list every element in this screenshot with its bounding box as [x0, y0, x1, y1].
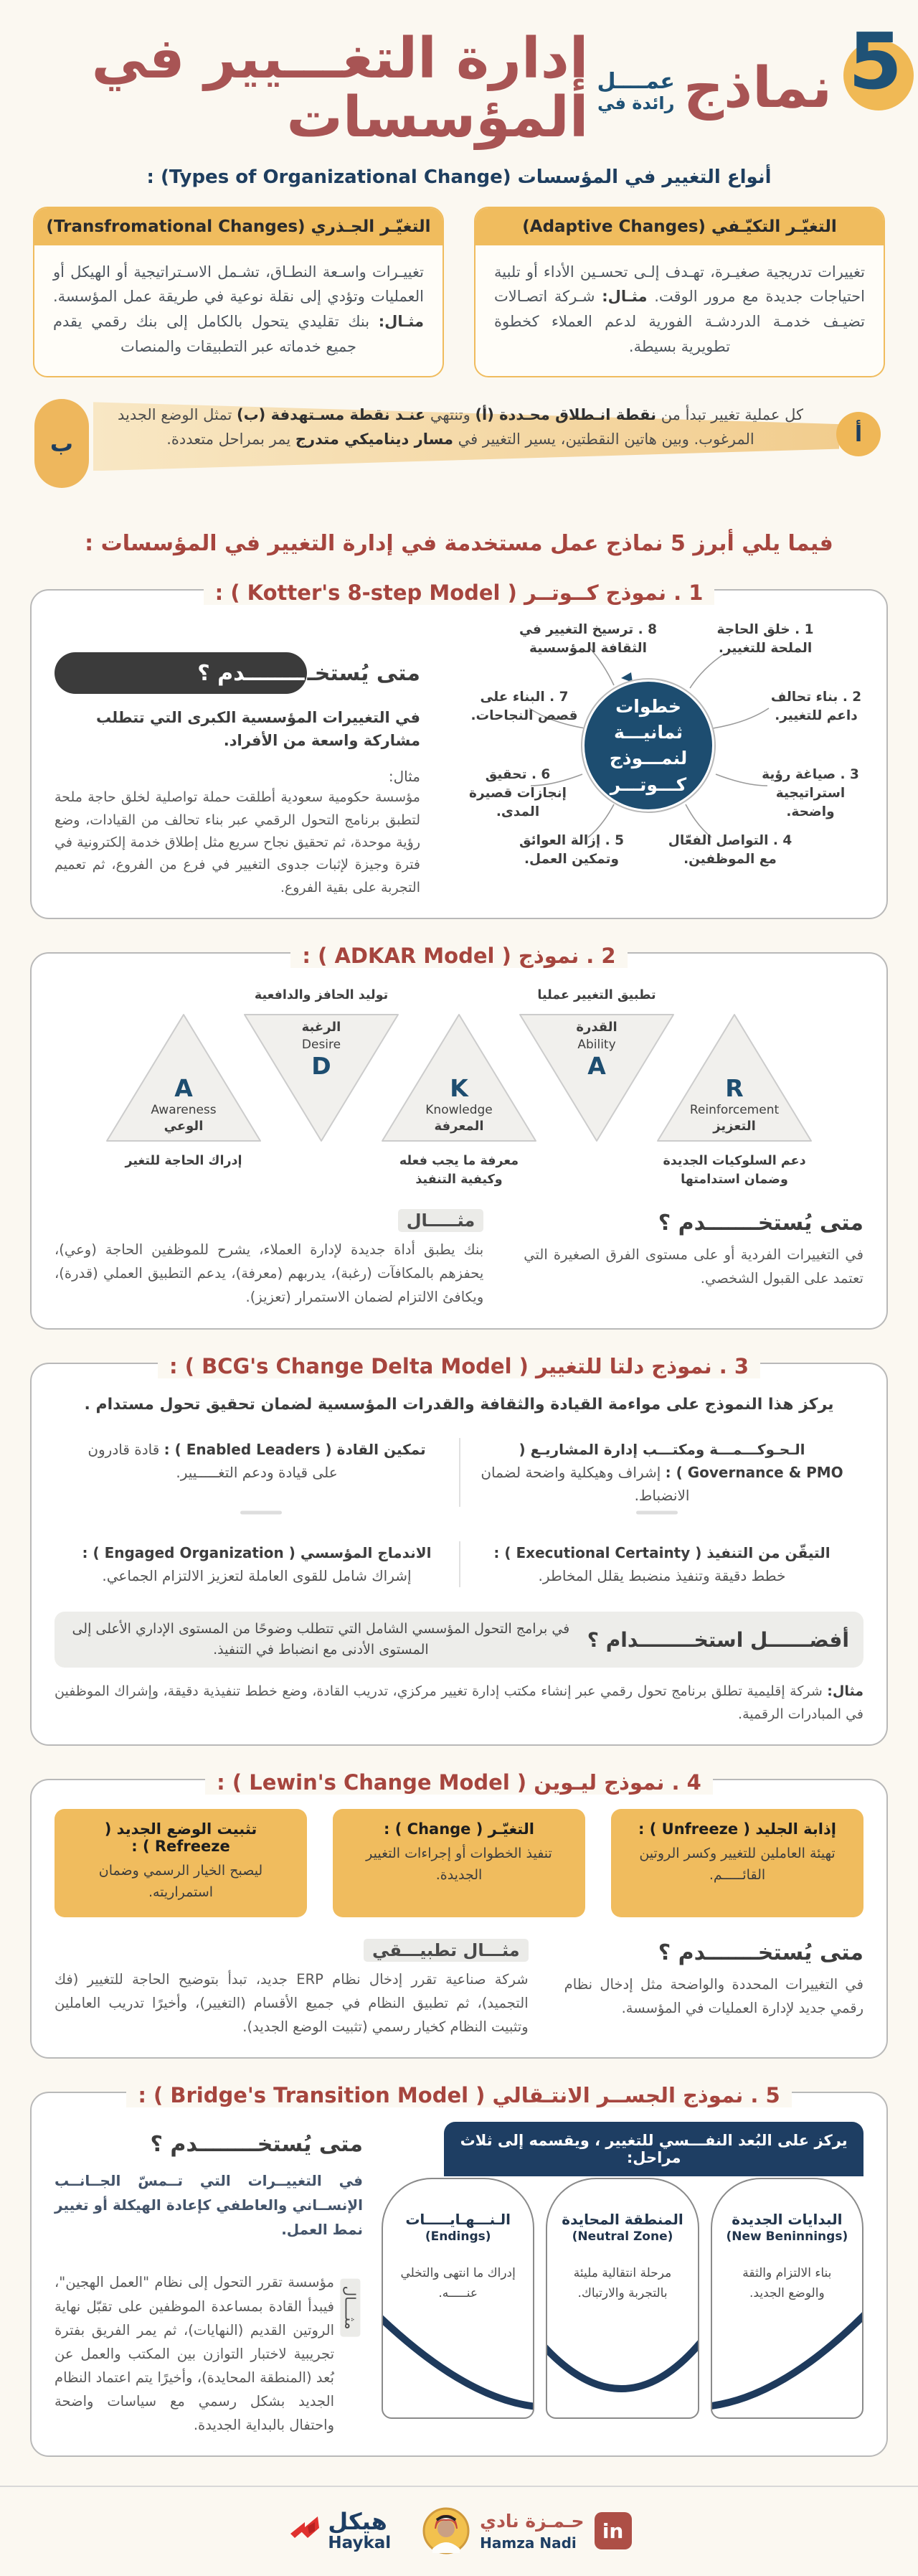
adkar-cap-reinforcement: دعم السلوكيات الجديدة وضمان استدامتها: [663, 1154, 806, 1187]
adkar-letter-k: K: [450, 1074, 468, 1103]
bcg-executional-tail: خطط دقيقة وتنفيذ منضبط يقلل المخاطر.: [538, 1566, 786, 1584]
when-label-outside: متى يُستخـ: [307, 660, 420, 686]
bridge-when-text: في التغييــرات التي تــمسّ الجــانــب الإنســاني والعاطفي كإعادة الهيكلة أو تغيير نمط العمل.: [55, 2172, 363, 2239]
adkar-letter-r: R: [725, 1074, 744, 1103]
bridge-col-neutral-zone: [546, 2178, 699, 2419]
adaptive-example-text: شـركة اتصـالات تضيـف خدمـة الدردشـة الفورية لدعم العملاء كخطوة تطويرية بسيطة.: [494, 288, 865, 355]
bcg-engaged-tail: إشراك شامل للقوى العاملة لتعزيز الالتزام الجماعي.: [102, 1566, 412, 1584]
adkar-top-labels: [55, 987, 863, 1005]
models-intro-heading: فيما يلي أبرز 5 نماذج عمل مستخدمة في إدارة التغيير في المؤسسات :: [85, 531, 833, 557]
adkar-letter-a-awareness: A: [174, 1074, 193, 1103]
adkar-ar-reinforcement: التعزيز: [713, 1119, 756, 1134]
lewin-stage-boxes: [55, 1809, 863, 1917]
adkar-cap-awareness: إدراك الحاجة للتغير: [125, 1154, 242, 1169]
page-title: [0, 27, 832, 150]
header: [0, 0, 918, 148]
bridge-title: 5 . نموذج الجســر الانتـقالي ( Bridge's Transition Model ) :: [126, 2083, 791, 2107]
adkar-example-label: مثـــــال: [398, 1209, 484, 1232]
lewin-change-text: تنفيذ الخطوات أو إجراءات التغيير الجديدة.: [366, 1846, 552, 1883]
point-b-badge: ب: [34, 399, 89, 488]
kotter-step-3: 3 . صياغة رؤية استراتيجية واضحة.: [762, 767, 859, 820]
number-5-badge: [832, 16, 918, 123]
kotter-step-8: 8 . ترسيخ التغيير في الثقافة المؤسسية: [519, 622, 657, 657]
slot: [103, 987, 265, 1005]
divider-dash-icon: [636, 1510, 678, 1514]
lewin-change-title: التغيّـر ( Change ) :: [384, 1820, 534, 1838]
adkar-letter-a-ability: A: [587, 1051, 606, 1080]
neutral-zone-text: مرحلة انتقالية مليئة بالتجربة والارتباك.: [573, 2266, 672, 2300]
bcg-item-enabled-leaders: [55, 1438, 459, 1507]
transformational-example-text: بنك تقليدي يتحول بالكامل إلى بنك رقمي يقدم جميع خدماته عبر التطبيقات والمنصات: [53, 313, 379, 355]
kotter-step-7: 7 . البناء على قصص النجاحات.: [470, 690, 578, 724]
title-blue-bottom: رائدة في: [597, 93, 675, 114]
lewin-when-block: [564, 1940, 863, 2039]
transition-curve-icon: [383, 2310, 533, 2417]
bcg-bestuse-bar: [55, 1612, 863, 1668]
haykal-mark-icon: [286, 2512, 323, 2549]
kotter-step-5: 5 . إزالة العوائق وتمكين العمل.: [519, 833, 624, 868]
ab-note-bold3: مسار ديناميكي متدرج: [295, 430, 453, 448]
kotter-title: 1 . نموذج كــوتــر ( Kotter's 8-step Model ) :: [204, 580, 715, 605]
transition-curve-icon: [712, 2310, 862, 2417]
lewin-unfreeze-box: [611, 1809, 863, 1917]
bcg-enabled-tail: قادة قادرون على قيادة ودعم التغـــــيير.: [87, 1440, 338, 1481]
bcg-bestuse-heading: أفضــــــل استخــــــــدام ؟: [587, 1627, 849, 1652]
section-kotter: [30, 580, 888, 919]
lewin-example-label: مثـــال تطبيـــقي: [364, 1939, 529, 1962]
lewin-example-block: [55, 1940, 529, 2039]
author-name-ar: حـمـزة نادي: [480, 2511, 585, 2532]
bcg-engaged-head: الاندماج المؤسسي ( Engaged Organization ) :: [82, 1543, 432, 1561]
ab-note-part2: وتنتهي: [425, 406, 475, 424]
ab-note-bold2: عنـد نقطة مسـتهدفة (ب): [236, 406, 426, 424]
lewin-refreeze-box: [55, 1809, 307, 1917]
haykal-name-ar: هيكل: [328, 2508, 387, 2536]
endings-title-ar: الـنـــهـايـــــات: [405, 2211, 511, 2229]
bcg-example: [55, 1680, 863, 1726]
kotter-step-6: 6 . تحقيق إنجازات قصيرة المدى.: [469, 767, 567, 820]
transformational-change-body: [34, 245, 443, 377]
bcg-example-label: مثال:: [827, 1683, 863, 1700]
endings-title-en: (Endings): [425, 2229, 491, 2244]
kotter-when-heading: [55, 652, 420, 694]
bcg-items-grid: [55, 1438, 863, 1587]
subtitle: أنواع التغيير في المؤسسات (Types of Organizational Change) :: [146, 166, 772, 188]
adkar-en-knowledge: Knowledge: [425, 1103, 493, 1118]
bcg-item-executional-certainty: [459, 1541, 863, 1587]
lewin-example-text: شركة صناعية تقرر إدخال نظام ERP جديد، تبدأ بتوضيح الحاجة للتغيير (فك التجميد)، ثم تطبيق النظام في جميع الأقسام (التغيير)، وأخيرًا تدريب العاملين وتثبيت النظام كخيار رسمي (تثبيت الوضع الجديد).: [55, 1971, 529, 2036]
adkar-example-block: [55, 1211, 483, 1309]
adkar-en-reinforcement: Reinforcement: [689, 1103, 780, 1118]
number-5: 5: [848, 17, 902, 107]
footer: [0, 2486, 918, 2576]
lewin-card: [30, 1779, 888, 2059]
kotter-step-4: 4 . التواصل الفعّال مع الموظفين.: [668, 833, 792, 868]
linkedin-icon[interactable]: in: [595, 2512, 632, 2549]
kotter-step-2: 2 . بناء تحالف داعم للتغيير.: [770, 690, 862, 724]
lewin-when-heading: متى يُستخـــــــدم ؟: [658, 1940, 863, 1966]
new-beginnings-title-ar: البدايات الجديدة: [732, 2211, 843, 2229]
lewin-unfreeze-title: إذابة الجليد ( Unfreeze ) :: [638, 1820, 836, 1838]
bcg-item-governance: [459, 1438, 863, 1507]
point-a-badge: أ: [836, 412, 881, 456]
bcg-card: [30, 1363, 888, 1747]
transformational-example-label: مثـال:: [378, 313, 424, 331]
adkar-when-text: في التغييرات الفردية أو على مستوى الفرق الصغيرة التي تعتمد على القبول الشخصي.: [524, 1246, 863, 1287]
change-type-cards: [0, 207, 918, 378]
kotter-when-text: في التغييرات المؤسسية الكبرى التي تتطلب مشاركة واسعة من الأفراد.: [95, 709, 420, 749]
new-beginnings-text: بناء الالتزام والثقة والوضع الجديد.: [742, 2266, 832, 2300]
title-stack: [597, 64, 674, 114]
kotter-example-text: مؤسسة حكومية سعودية أطلقت حملة تواصلية لخلق حاجة ملحة لتطبق برنامج التحول الرقمي عبر بناء تحالف من القيادات، وضع رؤية موحدة، ثم تحقيق نجاح سريع مثل إطلاق خدمة إلكترونية في فترة وجيزة لإثبات جدوى التغيير في فرع من الفروع، ثم تعميم التجربة على بقية الفروع.: [55, 789, 420, 896]
adaptive-change-title: التغيّـر التكيّـفي (Adaptive Changes): [475, 208, 884, 245]
lewin-refreeze-text: ليصبح الخيار الرسمي وضمان استمراريته.: [98, 1863, 263, 1900]
lewin-title: 4 . نموذج ليـوين ( Lewin's Change Model ) :: [205, 1770, 713, 1795]
lewin-when-text: في التغييرات المحددة والواضحة مثل إدخال نظام رقمي جديد لإدارة العمليات في المؤسسة.: [564, 1976, 863, 2017]
ab-note-part4: يمر بمراحل متعددة.: [166, 430, 295, 448]
bridge-example-text: مؤسسة تقرر التحول إلى نظام "العمل الهجين"، فيبدأ القادة بمساعدة الموظفين على تقبّل نهاية الروتين القديم (النهايات)، ثم يمر الفريق بفترة تجريبية لاختبار التوازن بين المكتب والعمل عن بُعد (المنطقة المحايدة)، وأخيرًا يتم اعتماد النظام الجديد بشكل رسمي مع سياسات واضحة واحتفال بالبداية الجديدة.: [55, 2274, 334, 2434]
bcg-enabled-head: تمكين القادة ( Enabled Leaders ) :: [164, 1440, 426, 1458]
bridge-example-label: مثــــال: [340, 2279, 360, 2337]
adkar-en-awareness: Awareness: [151, 1103, 217, 1118]
neutral-zone-title-en: (Neutral Zone): [572, 2229, 673, 2244]
adkar-ar-desire: الرغبة: [301, 1020, 341, 1035]
transformational-body-text: تغييـرات واسـعة النطـاق، تشـمل الاسـتراتيجية أو الهيكل أو العمليات وتؤدي إلى نقلة نوعية في طريقة عمل المؤسسة.: [53, 263, 424, 306]
adaptive-change-body: [475, 245, 884, 377]
bcg-item-engaged-organization: [55, 1541, 459, 1587]
adkar-triangles: [55, 1010, 863, 1145]
adaptive-example-label: مثـال:: [602, 288, 648, 306]
section-bridge: [30, 2083, 888, 2457]
ab-note-part1: كل عملية تغيير تبدأ من: [656, 406, 804, 424]
adkar-ability-label: تطبيق التغيير عمليا: [537, 988, 656, 1003]
bridge-col-endings: [382, 2178, 534, 2419]
new-beginnings-title-en: (New Beninnings): [726, 2229, 848, 2244]
adkar-ar-knowledge: المعرفة: [434, 1119, 484, 1134]
haykal-name-en: Haykal: [328, 2534, 392, 2553]
adkar-title: 2 . نموذج ( ADKAR Model ) :: [290, 944, 627, 968]
bridge-example-label-vertical: [337, 2270, 363, 2437]
section-lewin: [30, 1770, 888, 2059]
dark-pill-icon: [55, 652, 307, 694]
lewin-refreeze-title: تثبيت الوضع الجديد ( Refreeze ) :: [104, 1820, 257, 1856]
kotter-center-circle: خطوات ثمانيـــة لنمـــوذج كـــوتـــر: [582, 680, 714, 812]
bcg-governance-head: الـحـوكـــمـــة ومكتـــب إدارة المشاريـع ( Governance & PMO ) :: [519, 1440, 843, 1481]
kotter-step-1: 1 . خلق الحاجة الملحة للتغيير.: [716, 622, 814, 657]
divider-dash-icon: [240, 1510, 282, 1514]
ab-note-bold1: نقطة انـطلاق محـددة (أ): [475, 406, 657, 424]
adkar-en-ability: Ability: [577, 1037, 616, 1052]
adaptive-change-card: [474, 207, 885, 378]
adkar-cap-knowledge: معرفة ما يجب فعله وكيفية التنفيذ: [399, 1154, 519, 1187]
transformational-change-card: [33, 207, 444, 378]
bridge-when-heading: متى يُستخــــــــدم ؟: [150, 2132, 363, 2158]
bridge-text-column: [55, 2122, 363, 2437]
bridge-card: [30, 2092, 888, 2457]
bcg-intro-text: يركز هذا النموذج على مواءمة القيادة والثقافة والقدرات المؤسسية لضمان تحقيق تحول مستدام .: [84, 1395, 834, 1414]
lewin-change-box: [333, 1809, 585, 1917]
kotter-diagram: [433, 619, 863, 872]
bcg-executional-head: التيقّن من التنفيذ ( Executional Certainty ) :: [493, 1543, 831, 1561]
title-word-red-2: إدارة التغـــيير في المؤسسات: [91, 27, 589, 150]
triangle-up-awareness-icon: [103, 1010, 265, 1145]
adkar-en-desire: Desire: [301, 1037, 341, 1052]
ab-note-text: [102, 403, 819, 451]
endings-text: إدراك ما انتهى والتخلي عنـــــه.: [400, 2266, 516, 2300]
when-label-inside: ــــــــدم ؟: [197, 660, 305, 686]
neutral-zone-title-ar: المنطقة المحايدة: [562, 2211, 683, 2229]
adkar-card: [30, 952, 888, 1330]
adaptive-body-text: تغييرات تدريجية صغيـرة، تهـدف إلـى تحسـين الأداء أو تلبية احتياجات جديدة مع مرور الوقت.: [494, 263, 865, 306]
lewin-unfreeze-text: تهيئة العاملين للتغيير وكسر الروتين القائـــــم.: [639, 1846, 836, 1883]
adkar-ar-awareness: الوعي: [164, 1119, 204, 1134]
title-word-red-1: نماذج: [683, 55, 832, 121]
bcg-governance-tail: إشراف وهيكلية واضحة لضمان الانضباط.: [481, 1463, 690, 1504]
adkar-when-block: [524, 1211, 863, 1309]
bcg-title: 3 . نموذج دلتا للتغيير ( BCG's Change Delta Model ) :: [158, 1354, 760, 1378]
adkar-letter-d: D: [311, 1051, 331, 1080]
adkar-example-text: بنك يطبق أداة جديدة لإدارة العملاء، يشرح للموظفين الحاجة (وعي)، يحفزهم بالمكافآت (رغبة)، يدربهم (معرفة)، يدعم التطبيق العملي (قدرة)، ويكافئ الالتزام لضمان الاستمرار (تعزيز).: [55, 1241, 484, 1306]
bcg-bestuse-text: في برامج التحول المؤسسي الشامل التي تتطلب وضوحًا من المستوى الإداري الأعلى إلى المستوى الأدنى مع انضباط في التنفيذ.: [72, 1620, 570, 1658]
ab-note-part3: تمثل الوضع الجديد المرغوب. وبين هاتين النقطتين، يسير التغيير في: [117, 406, 754, 448]
title-blue-top: عمــــل: [597, 68, 675, 94]
adkar-desire-label: توليد الحافز والدافعية: [254, 988, 389, 1003]
kotter-example-label: مثال:: [388, 768, 420, 786]
author-name-en: Hamza Nadi: [480, 2534, 577, 2552]
section-bcg: [30, 1354, 888, 1747]
adkar-when-heading: متى يُستخـــــــدم ؟: [658, 1211, 863, 1236]
adkar-bottom-captions: [55, 1152, 863, 1189]
kotter-card: [30, 589, 888, 919]
bcg-example-text: شركة إقليمية تطلق برنامج تحول رقمي عبر إنشاء مكتب إدارة تغيير مركزي، تدريب القادة، وضع خطط تنفيذية دقيقة، وإشراك الموظفين في المبادرات الرقمية.: [55, 1683, 863, 1722]
author-block: [422, 2507, 631, 2554]
bridge-banner: يركز على البُعد النفـــسي للتغيير ، ويقسمه إلى ثلاث مراحل:: [444, 2122, 863, 2176]
bridge-col-new-beginnings: [711, 2178, 863, 2419]
bridge-stages: [382, 2122, 863, 2437]
transition-curve-icon: [547, 2310, 697, 2417]
transformational-change-title: التغيّـر الجـذري (Transfromational Changes): [34, 208, 443, 245]
adkar-ar-ability: القدرة: [576, 1020, 617, 1035]
avatar: [422, 2507, 470, 2554]
ab-path-note: [33, 399, 885, 512]
section-adkar: [30, 944, 888, 1330]
haykal-logo: [286, 2509, 391, 2552]
kotter-text-column: [55, 619, 426, 899]
